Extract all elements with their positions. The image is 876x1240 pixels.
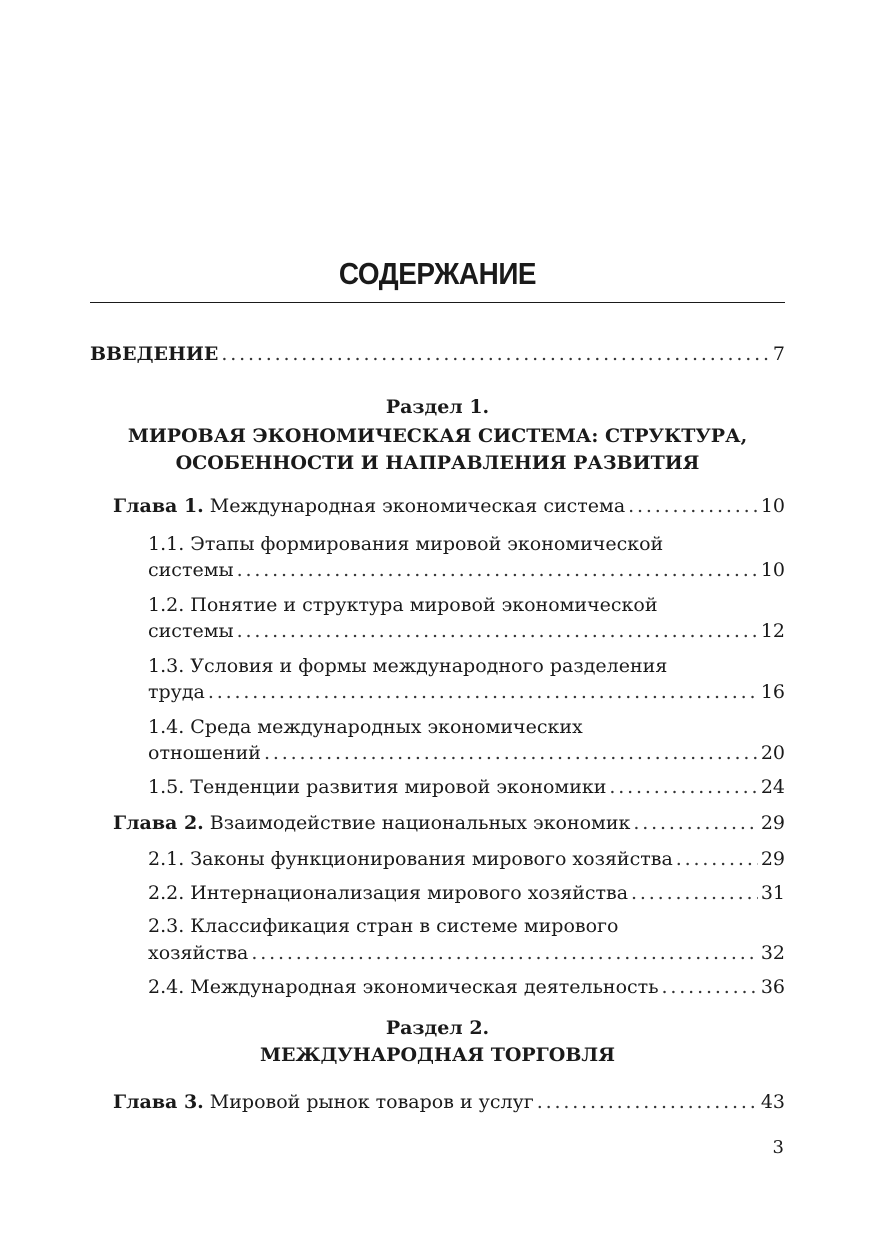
dot-leader (628, 494, 758, 518)
section-title-line: ОСОБЕННОСТИ И НАПРАВЛЕНИЯ РАЗВИТИЯ (175, 452, 700, 474)
toc-item-title: 2.2. Интернационализация мирового хозяйства (148, 882, 629, 904)
dot-leader (264, 741, 758, 765)
toc-item-line: 1.3. Условия и формы международного разделения (148, 655, 668, 677)
dot-leader (662, 975, 758, 999)
toc-page-number: 36 (760, 976, 785, 998)
toc-item-entry[interactable] (148, 680, 785, 704)
chapter-title: Международная экономическая система (209, 495, 626, 517)
toc-page-number: 31 (760, 882, 785, 904)
dot-leader (208, 680, 758, 704)
chapter-label: Глава 2. (113, 812, 204, 834)
toc-item-continuation: хозяйства (148, 942, 249, 964)
dot-leader (631, 881, 758, 905)
toc-item-entry[interactable] (148, 881, 785, 905)
toc-item-entry[interactable] (148, 619, 785, 643)
toc-item-line: 2.3. Классификация стран в системе мирового (148, 915, 619, 937)
dot-leader (237, 619, 758, 643)
toc-item-title: 1.5. Тенденции развития мировой экономики (148, 776, 607, 798)
title-divider (90, 302, 785, 303)
toc-page-number: 20 (760, 742, 785, 764)
toc-page-number: 16 (760, 681, 785, 703)
toc-item-line: 1.1. Этапы формирования мировой экономической (148, 533, 664, 555)
dot-leader (537, 1090, 758, 1114)
page-number: 3 (772, 1137, 784, 1158)
chapter-title: Мировой рынок товаров и услуг (209, 1091, 534, 1113)
toc-item-entry[interactable] (148, 847, 785, 871)
toc-chapter-entry[interactable] (113, 811, 785, 835)
toc-page-number: 12 (760, 620, 785, 642)
toc-item-entry[interactable] (148, 975, 785, 999)
toc-page-number: 7 (772, 343, 785, 365)
toc-item-continuation: системы (148, 620, 234, 642)
section-title-line: МЕЖДУНАРОДНАЯ ТОРГОВЛЯ (260, 1044, 615, 1066)
toc-page-number: 32 (760, 942, 785, 964)
section-heading: Раздел 1. (385, 396, 490, 418)
toc-item-continuation: труда (148, 681, 205, 703)
toc-page-number: 10 (760, 495, 785, 517)
dot-leader (633, 811, 757, 835)
section-title-line: МИРОВАЯ ЭКОНОМИЧЕСКАЯ СИСТЕМА: СТРУКТУРА, (127, 425, 748, 447)
toc-item-entry[interactable] (148, 741, 785, 765)
chapter-label: Глава 3. (113, 1091, 204, 1113)
dot-leader (251, 941, 757, 965)
chapter-title: Взаимодействие национальных экономик (209, 812, 631, 834)
toc-chapter-entry[interactable] (113, 1090, 785, 1114)
toc-item-line: 1.4. Среда международных экономических (148, 716, 583, 738)
toc-item-title: 2.1. Законы функционирования мирового хозяйства (148, 848, 673, 870)
toc-item-line: 1.2. Понятие и структура мировой экономической (148, 594, 658, 616)
toc-item-entry[interactable] (148, 558, 785, 582)
toc-item-title: 2.4. Международная экономическая деятельность (148, 976, 659, 998)
toc-entry-intro[interactable] (90, 342, 785, 366)
toc-page-number: 29 (760, 848, 785, 870)
section-heading: Раздел 2. (385, 1017, 490, 1039)
toc-page-number: 43 (760, 1091, 785, 1113)
toc-item-entry[interactable] (148, 941, 785, 965)
toc-item-entry[interactable] (148, 775, 785, 799)
toc-page-number: 10 (760, 559, 785, 581)
dot-leader (609, 775, 757, 799)
toc-item-continuation: отношений (148, 742, 261, 764)
page-title: СОДЕРЖАНИЕ (338, 256, 537, 291)
toc-entry-label: ВВЕДЕНИЕ (90, 343, 219, 365)
dot-leader (221, 342, 770, 366)
toc-page-number: 29 (760, 812, 785, 834)
dot-leader (676, 847, 758, 871)
toc-page-number: 24 (760, 776, 785, 798)
toc-chapter-entry[interactable] (113, 494, 785, 518)
toc-item-continuation: системы (148, 559, 234, 581)
chapter-label: Глава 1. (113, 495, 204, 517)
dot-leader (237, 558, 758, 582)
